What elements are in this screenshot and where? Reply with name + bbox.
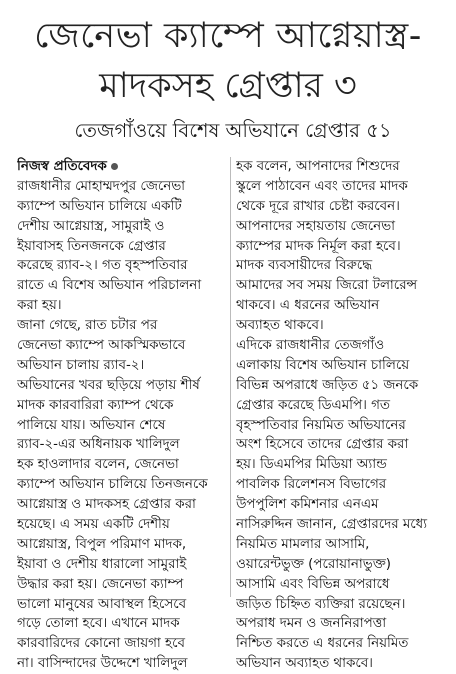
- bullet-icon: [111, 163, 118, 170]
- article-line: অভিযান চালায় র‍্যাব-২।: [17, 357, 145, 373]
- headline-line-1: জেনেভা ক্যাম্পে আগ্নেয়াস্ত্র-: [34, 16, 422, 56]
- article-line: আপনাদের সহায়তায় জেনেভা: [236, 218, 395, 234]
- article-line: উপপুলিশ কমিশনার এনএম: [236, 497, 379, 513]
- article-line: আমাদের সব সময় জিরো টলারেন্স: [236, 278, 418, 294]
- article-line: রাতে এ বিশেষ অভিযান পরিচালনা: [17, 278, 202, 294]
- article-line: গ্রেপ্তার করেছে ডিএমপি। গত: [236, 397, 390, 413]
- article-line: জেনেভা ক্যাম্পে আকস্মিকভাবে: [17, 338, 186, 354]
- article-line: নাসিরুদ্দিন জানান, গ্রেপ্তারদের মধ্যে: [236, 517, 428, 533]
- article-line: না। বাসিন্দাদের উদ্দেশে খালিদুল: [17, 656, 188, 672]
- column-divider: [230, 157, 231, 597]
- subheadline: তেজগাঁওয়ে বিশেষ অভিযানে গ্রেপ্তার ৫১: [74, 119, 392, 142]
- article-line: করা হয়।: [17, 298, 62, 314]
- article-line: আগ্নেয়াস্ত্র ও মাদকসহ গ্রেপ্তার করা: [17, 497, 196, 513]
- article-line: এদিকে রাজধানীর তেজগাঁও: [236, 338, 385, 354]
- article-column-left: [17, 157, 235, 674]
- headline-line-2: মাদকসহ গ্রেপ্তার ৩: [99, 66, 357, 106]
- article-line: ইয়াবাসহ তিনজনকে গ্রেপ্তার: [17, 238, 166, 254]
- article-line: র‍্যাব-২-এর অধিনায়ক খালিদুল: [17, 437, 180, 453]
- article-line: অপরাধ দমন ও জননিরাপত্তা: [236, 616, 387, 632]
- article-line: করেছে র‍্যাব-২। গত বৃহস্পতিবার: [17, 258, 188, 274]
- article-line: অভিযানের খবর ছড়িয়ে পড়ায় শীর্ষ: [17, 377, 200, 393]
- article-line: আসামি এবং বিভিন্ন অপরাধে: [236, 576, 390, 592]
- article-line: গড়ে তোলা হবে। এখানে মাদক: [17, 616, 180, 632]
- article-line: দেশীয় আগ্নেয়াস্ত্র, সামুরাই ও: [17, 218, 165, 234]
- article-line: হক বলেন, আপনাদের শিশুদের: [236, 159, 400, 174]
- article-line: পালিয়ে যায়। অভিযান শেষে: [17, 417, 166, 433]
- article-line: অংশ হিসেবে তাদের গ্রেপ্তার করা: [236, 437, 409, 453]
- article-line: হয়। ডিএমপির মিডিয়া অ্যান্ড: [236, 457, 387, 473]
- article-line: হয়েছে। এ সময় একটি দেশীয়: [17, 517, 170, 533]
- article-line: জানা গেছে, রাত চটার পর: [17, 318, 158, 334]
- article-line: আগ্নেয়াস্ত্র, বিপুল পরিমাণ মাদক,: [17, 536, 187, 552]
- article-line: ইয়াবা ও দেশীয় ধারালো সামুরাই: [17, 556, 187, 572]
- article-line: মাদক ব্যবসায়ীদের বিরুদ্ধে: [236, 258, 373, 274]
- article-line: স্কুলে পাঠাবেন এবং তাদের মাদক: [236, 178, 408, 194]
- article-line: ক্যাম্পে অভিযান চালিয়ে তিনজনকে: [17, 477, 208, 493]
- article-line: ওয়ারেন্টভুক্ত (পরোয়ানাভুক্ত): [236, 556, 391, 572]
- byline: নিজস্ব প্রতিবেদক: [17, 159, 107, 174]
- article-line: পাবলিক রিলেশনস বিভাগের: [236, 477, 387, 493]
- article-line: উদ্ধার করা হয়। জেনেভা ক্যাম্প: [17, 576, 184, 592]
- article-line: অব্যাহত থাকবে।: [236, 318, 324, 334]
- article-line: থেকে দূরে রাখার চেষ্টা করবেন।: [236, 198, 400, 214]
- article-line: রাজধানীর মোহাম্মদপুর জেনেভা: [17, 178, 186, 194]
- article-line: ভালো মানুষের আবাস্থল হিসেবে: [17, 596, 187, 612]
- article-line: নিয়মিত মামলার আসামি,: [236, 536, 370, 552]
- article-line: এলাকায় বিশেষ অভিযান চালিয়ে: [236, 357, 410, 373]
- article-column-right: [236, 157, 451, 674]
- article-line: অভিযান অব্যাহত থাকবে।: [236, 656, 373, 672]
- article-line: ক্যাম্পে অভিযান চালিয়ে একটি: [17, 198, 182, 214]
- byline-row: [17, 157, 235, 177]
- article-line: বৃহস্পতিবার নিয়মিত অভিযানের: [236, 417, 406, 433]
- article-line: নিশ্চিত করতে এ ধরনের নিয়মিত: [236, 636, 409, 652]
- article-line: কারবারিদের কোনো জায়গা হবে: [17, 636, 185, 652]
- article-line: ক্যাম্পের মাদক নির্মূল করা হবে।: [236, 238, 401, 254]
- article-line: থাকবে। এ ধরনের অভিযান: [236, 298, 380, 314]
- article-line: জড়িত চিহ্নিত ব্যক্তিরা রয়েছেন।: [236, 596, 406, 612]
- article-line: হক হাওলাদার বলেন, জেনেভা: [17, 457, 179, 473]
- article-line: মাদক কারবারিরা ক্যাম্প থেকে: [17, 397, 174, 413]
- article-line: বিভিন্ন অপরাধে জড়িত ৫১ জনকে: [236, 377, 419, 393]
